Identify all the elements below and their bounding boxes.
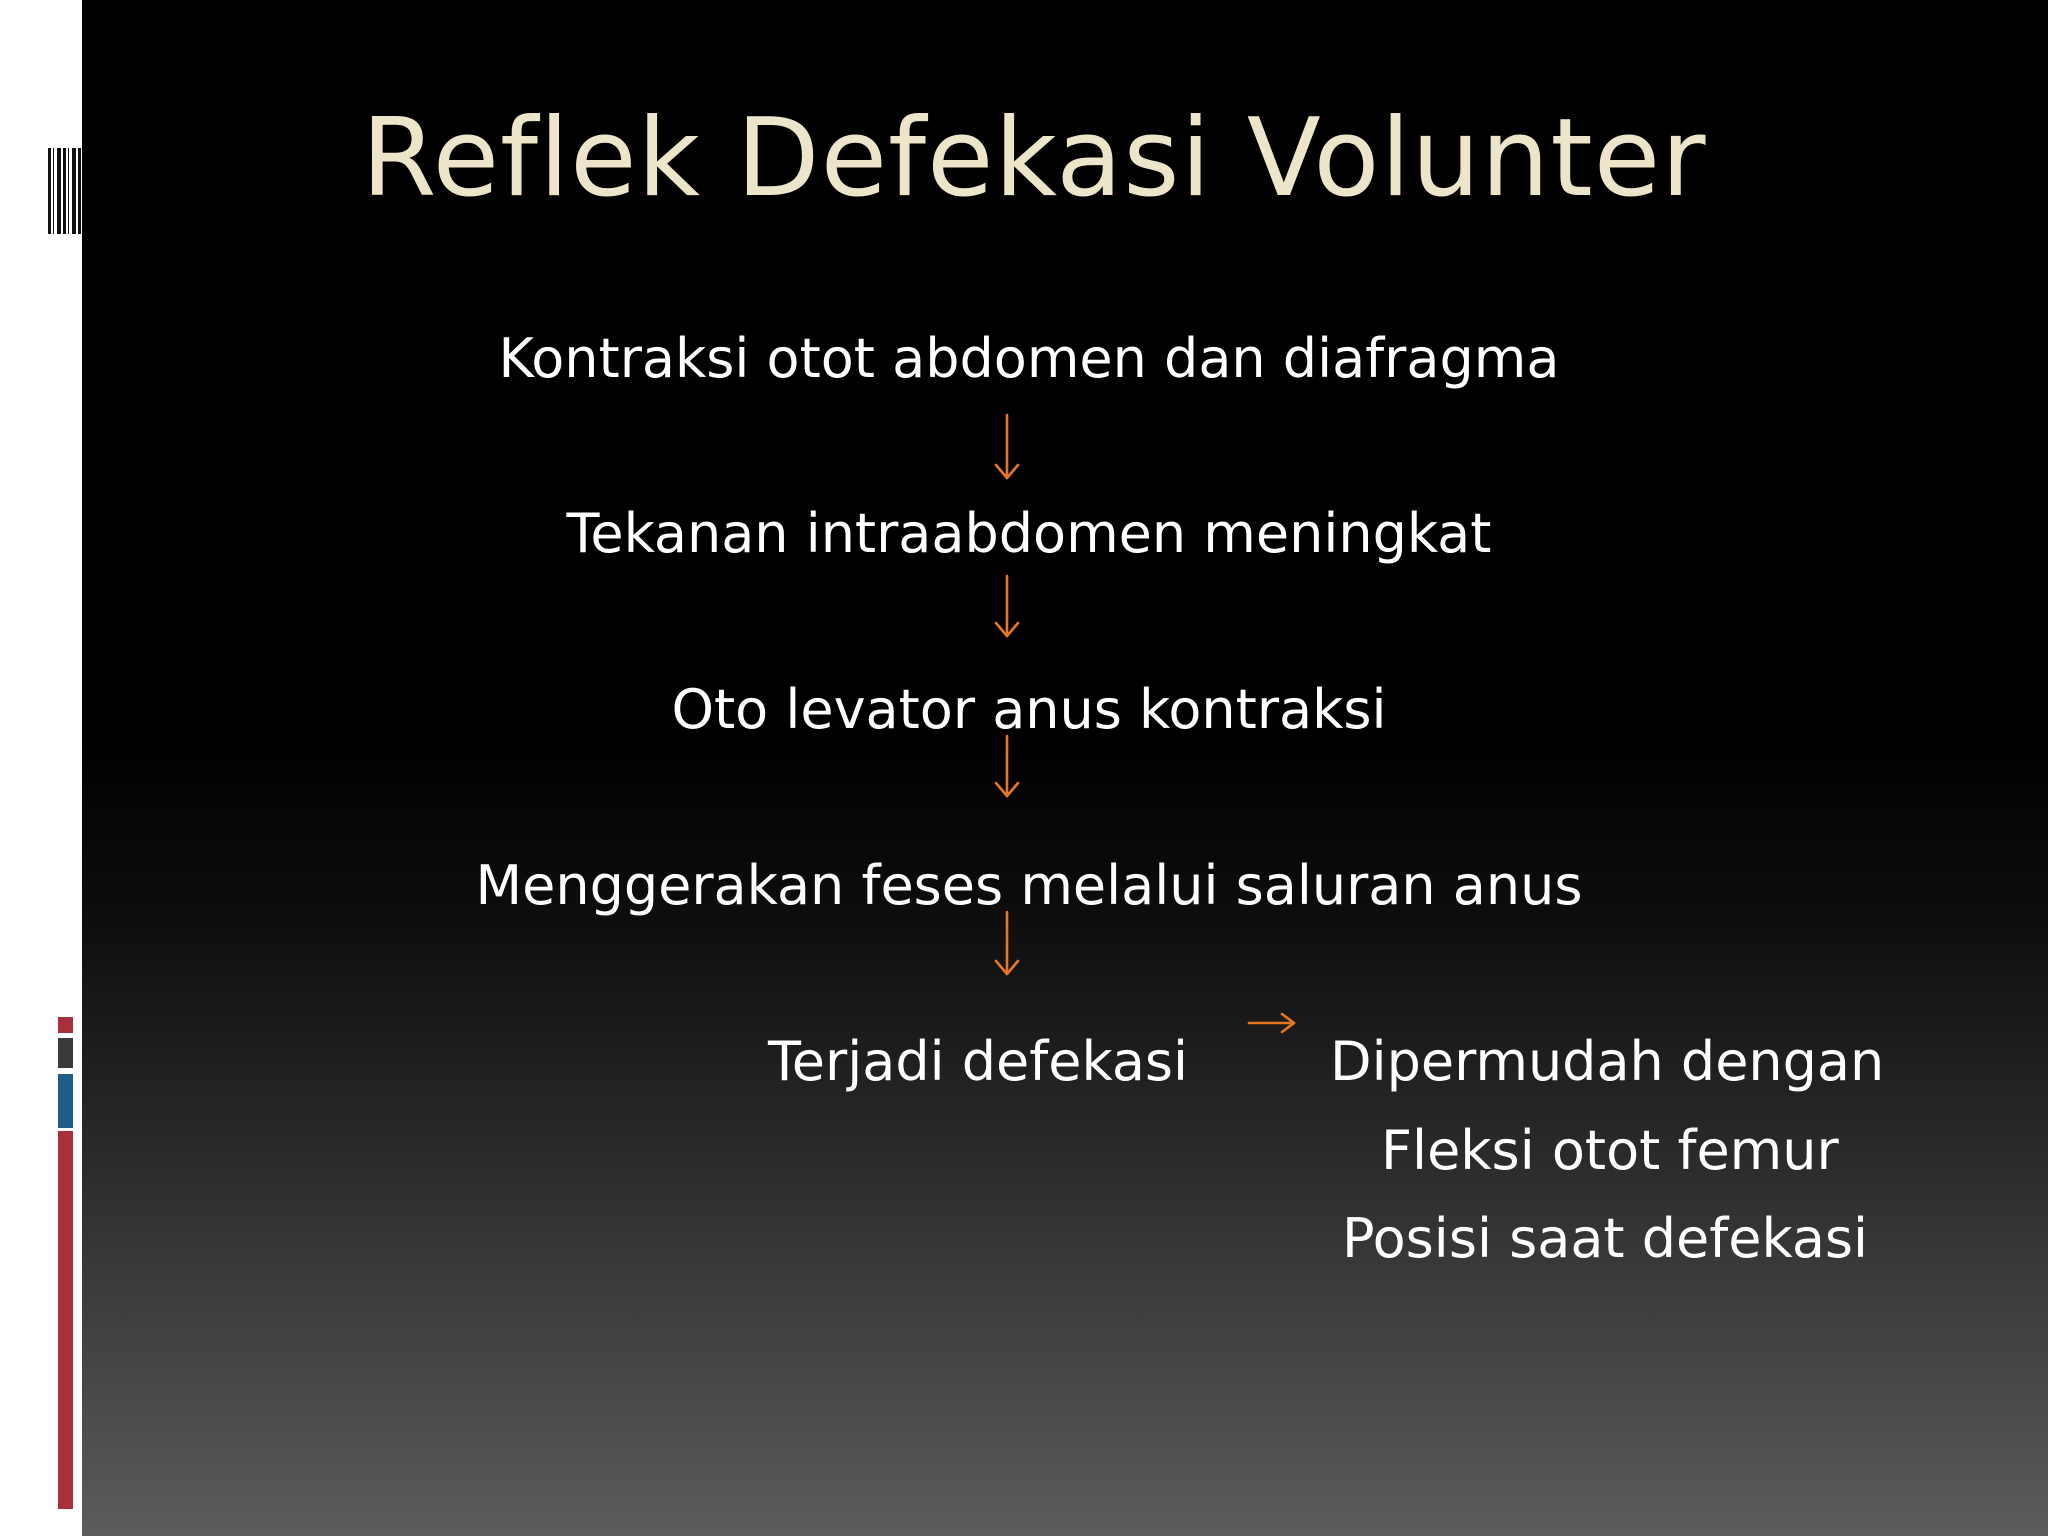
blue-accent-bar [58,1074,73,1128]
slide-title: Reflek Defekasi Volunter [361,96,1707,221]
flow-step-1: Kontraksi otot abdomen dan diafragma [498,327,1560,390]
flow-step-5: Terjadi defekasi [768,1030,1189,1093]
flow-step-3: Oto levator anus kontraksi [671,678,1387,741]
flow-step-2: Tekanan intraabdomen meningkat [566,502,1492,565]
side-note-item-2: Posisi saat defekasi [1342,1207,1869,1270]
red-accent-bar-long [58,1131,73,1509]
left-decoration-strip [0,0,82,1536]
side-note-item-1: Fleksi otot femur [1381,1119,1839,1182]
gray-accent-bar [58,1038,73,1068]
flow-step-4: Menggerakan feses melalui saluran anus [475,854,1583,917]
side-note-heading: Dipermudah dengan [1330,1030,1885,1093]
slide-background [82,0,2048,1536]
red-accent-bar-small [58,1017,73,1033]
